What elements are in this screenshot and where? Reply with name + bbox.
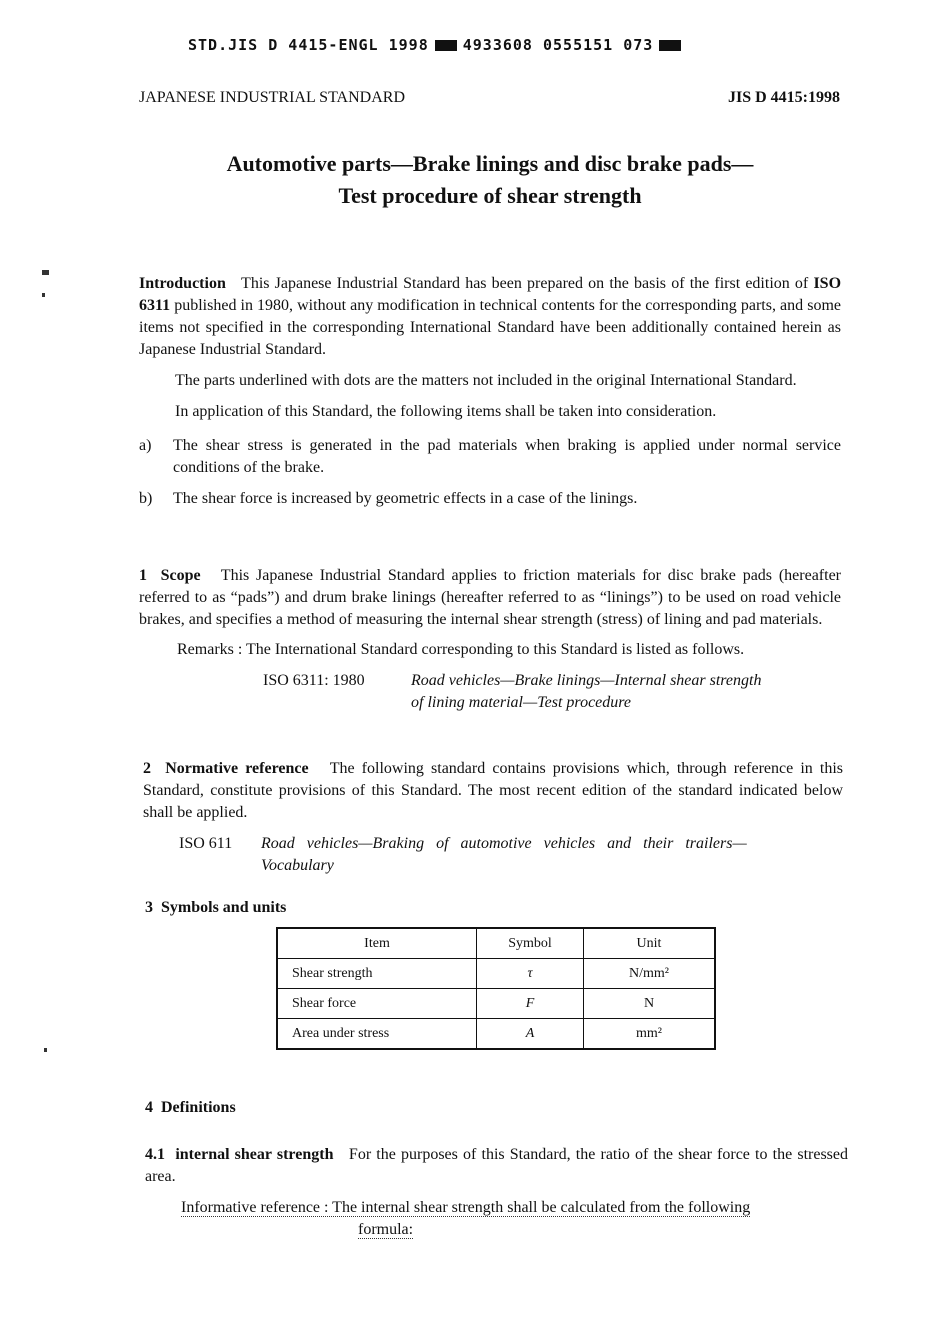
scan-speck (42, 293, 45, 297)
redaction-block (435, 40, 457, 51)
list-text: The shear force is increased by geometric effects in a case of the linings. (173, 490, 638, 507)
normative-ref-title-line-1: Road vehicles—Braking of automotive vehicles and their trailers— (261, 835, 747, 852)
definition-paragraph (145, 1144, 848, 1188)
std-code-line (188, 36, 687, 54)
table-row (277, 1019, 715, 1050)
cell-item: Shear force (277, 989, 477, 1019)
column-header-symbol: Symbol (477, 928, 584, 959)
definitions-title: Definitions (161, 1099, 236, 1116)
definition-4-1 (145, 1144, 848, 1188)
scope-iso-ref (139, 670, 841, 714)
redaction-block (659, 40, 681, 51)
scope-heading: Scope (160, 567, 201, 584)
scope-section (139, 565, 841, 714)
std-code-2: 4933608 0555151 073 (462, 36, 654, 54)
scope-number: 1 (139, 567, 147, 584)
list-marker: b) (139, 490, 153, 507)
intro-paragraph-2: The parts underlined with dots are the matters not included in the original International Standard. (175, 372, 797, 389)
cell-unit: mm² (584, 1019, 716, 1050)
normative-heading: Normative reference (165, 760, 309, 777)
informative-reference (181, 1197, 849, 1241)
std-code-1: STD.JIS D 4415-ENGL 1998 (188, 36, 429, 54)
informative-line-2: formula: (358, 1221, 414, 1238)
normative-ref-code: ISO 611 (179, 835, 233, 852)
definition-term: internal shear strength (175, 1146, 334, 1163)
definition-sub-number: 4.1 (145, 1146, 165, 1163)
scope-ref-title (411, 670, 761, 714)
scope-text: This Japanese Industrial Standard applies to friction materials for disc brake pads (hereafter referred to as “pads”) and drum brake linings (hereafter referred to as “linings”) to be used on road vehicle brakes, and specifies a method of measuring the internal shear strength (stress) of lining and pad materials. (139, 567, 842, 628)
intro-paragraph-1 (139, 273, 841, 361)
cell-unit: N (584, 989, 716, 1019)
normative-paragraph (143, 758, 843, 824)
normative-iso-ref (143, 833, 843, 877)
normative-section (143, 758, 843, 877)
intro-paragraph-3: In application of this Standard, the following items shall be taken into consideration. (175, 403, 717, 420)
informative-line-1: Informative reference : The internal shear strength shall be calculated from the following (181, 1199, 751, 1216)
scope-remarks: Remarks : The International Standard corresponding to this Standard is listed as follows. (177, 641, 745, 658)
table-row (277, 989, 715, 1019)
title-line-1: Automotive parts—Brake linings and disc brake pads— (226, 151, 754, 176)
table-row (277, 959, 715, 989)
list-text: The shear stress is generated in the pad materials when braking is applied under normal service conditions of the brake. (173, 437, 841, 476)
list-marker: a) (139, 437, 152, 454)
intro-heading: Introduction (139, 275, 226, 292)
intro-list (139, 435, 841, 510)
normative-ref-title-line-2: Vocabulary (261, 857, 334, 874)
symbols-heading (145, 899, 286, 917)
list-item (139, 435, 841, 479)
scope-ref-code: ISO 6311: 1980 (263, 672, 365, 689)
column-header-unit: Unit (584, 928, 716, 959)
symbols-number: 3 (145, 899, 153, 916)
definitions-number: 4 (145, 1099, 153, 1116)
normative-text: The following standard contains provisions which, through reference in this Standard, constitute provisions of this Standard. The most recent edition of the standard indicated below shall be applied. (143, 760, 844, 821)
normative-number: 2 (143, 760, 151, 777)
introduction-section (139, 273, 841, 510)
cell-symbol: A (477, 1019, 584, 1050)
cell-unit: N/mm² (584, 959, 716, 989)
cell-item: Shear strength (277, 959, 477, 989)
intro-text-a: This Japanese Industrial Standard has been prepared on the basis of the first edition of (241, 275, 809, 292)
list-item (139, 488, 841, 510)
cell-symbol: F (477, 989, 584, 1019)
scope-ref-title-line-2: of lining material—Test procedure (411, 694, 631, 711)
symbols-title: Symbols and units (161, 899, 287, 916)
scope-ref-title-line-1: Road vehicles—Brake linings—Internal shear strength (411, 672, 762, 689)
symbols-table (276, 927, 716, 1050)
header-right-label: JIS D 4415:1998 (727, 89, 840, 106)
intro-iso-ref: ISO 6311 (139, 275, 842, 314)
intro-text-b: published in 1980, without any modification in technical contents for the corresponding parts, and some items not specified in the corresponding International Standard have been additionally contained herein as Japanese Industrial Standard. (139, 297, 842, 358)
title-line-2: Test procedure of shear strength (338, 183, 642, 208)
normative-ref-title (261, 833, 747, 877)
cell-symbol: τ (477, 959, 584, 989)
page-title (100, 148, 880, 212)
scan-speck (42, 270, 49, 275)
definitions-heading (145, 1099, 236, 1117)
scan-speck (44, 1048, 47, 1052)
definition-text: For the purposes of this Standard, the ratio of the shear force to the stressed area. (145, 1146, 849, 1185)
scope-paragraph (139, 565, 841, 631)
header-left-label: JAPANESE INDUSTRIAL STANDARD (139, 89, 405, 106)
column-header-item: Item (277, 928, 477, 959)
cell-item: Area under stress (277, 1019, 477, 1050)
table-header-row (277, 928, 715, 959)
